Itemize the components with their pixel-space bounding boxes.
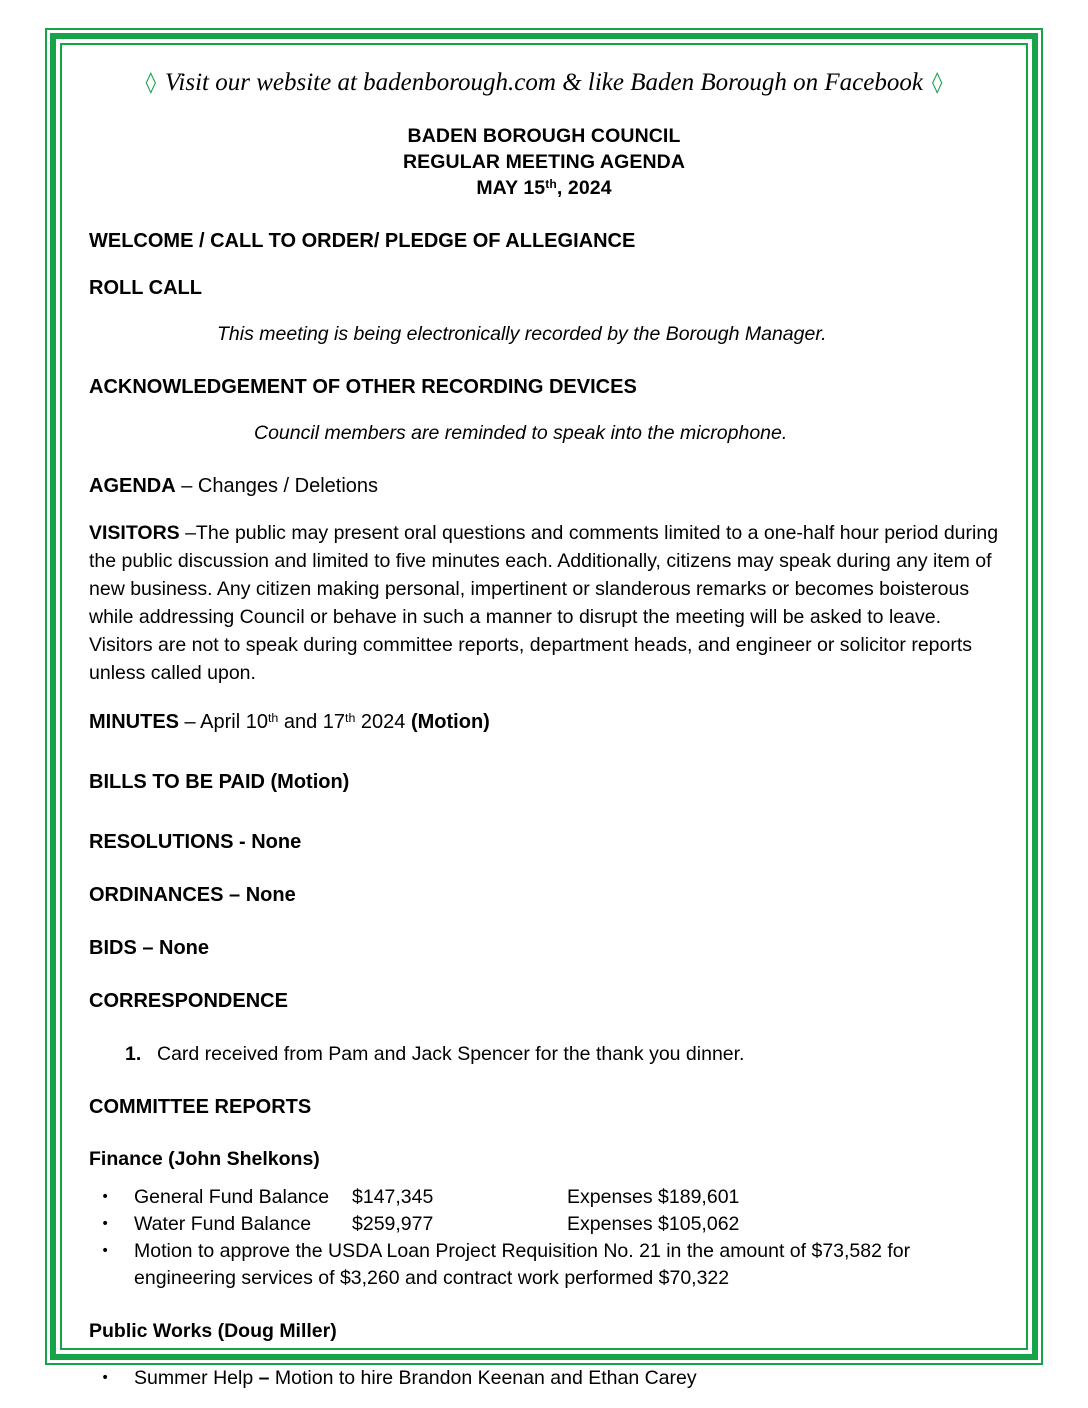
agenda-detail: – Changes / Deletions [175,475,379,498]
section-committee-reports: COMMITTEE REPORTS [89,1096,312,1119]
diamond-ornament-left: ◊ [145,70,156,94]
title-line-council: BADEN BOROUGH COUNCIL [407,125,681,147]
fund-balance: $259,977 [352,1213,434,1236]
section-bids: BIDS – None [89,936,210,959]
section-correspondence: CORRESPONDENCE [89,989,288,1012]
fund-balance: $147,345 [352,1186,434,1209]
minutes-date-part-1: – April 10 [179,710,268,733]
agenda-document [45,28,1043,1390]
section-minutes [89,709,999,735]
public-works-bullet-list [89,1365,999,1392]
bullet-icon: • [101,1243,110,1260]
section-roll-call: ROLL CALL [89,276,202,299]
list-item [125,1041,999,1067]
list-item-text: Card received from Pam and Jack Spencer for the thank you dinner. [157,1042,745,1065]
page-title [89,124,999,202]
summer-help-label: Summer Help [134,1367,259,1390]
list-item [101,1238,999,1292]
agenda-label: AGENDA [89,475,176,498]
minutes-date-part-2: and 17 [278,710,346,733]
minutes-ordinal-2: th [345,710,356,725]
section-ordinances: ORDINANCES – None [89,883,296,906]
section-welcome: WELCOME / CALL TO ORDER/ PLEDGE OF ALLEGIANCE [89,229,636,252]
title-line-date [89,176,999,202]
title-line-agenda: REGULAR MEETING AGENDA [402,150,686,173]
bullet-icon: • [101,1370,110,1387]
section-resolutions: RESOLUTIONS - None [89,830,302,853]
finance-motion-text: Motion to approve the USDA Loan Project Requisition No. 21 in the amount of $73,582 for engineering services of $3,260 and contract work performed $70,322 [134,1240,911,1290]
date-ordinal: th [545,177,557,192]
list-item-number: 1. [125,1042,142,1065]
date-prefix: MAY 15 [476,176,546,199]
summer-help-dash: – [258,1367,270,1390]
minutes-label: MINUTES [89,710,179,733]
section-visitors [89,520,999,687]
list-item [101,1365,999,1392]
visitors-label: VISITORS [89,522,180,545]
finance-bullet-list [89,1184,999,1292]
section-agenda [89,473,999,499]
list-item [101,1211,999,1238]
subsection-public-works: Public Works (Doug Miller) [89,1319,337,1342]
masthead-text: Visit our website at badenborough.com & like Baden Borough on Facebook [165,69,923,96]
bullet-icon: • [101,1189,110,1206]
fund-label: General Fund Balance [134,1186,330,1209]
minutes-date-part-3: 2024 [355,710,411,733]
note-microphone: Council members are reminded to speak into the microphone. [254,422,788,445]
minutes-ordinal-1: th [267,710,279,725]
list-item [101,1184,999,1211]
date-suffix: , 2024 [556,176,612,199]
masthead [89,68,999,98]
minutes-motion-tag: (Motion) [410,710,490,733]
diamond-ornament-right: ◊ [931,70,943,94]
section-acknowledgement: ACKNOWLEDGEMENT OF OTHER RECORDING DEVICES [89,376,637,399]
visitors-text: –The public may present oral questions and comments limited to a one-half hour period during the public discussion and limited to five minutes each. Additionally, citizens may speak during any item of new business. Any citizen making personal, impertinent or slanderous remarks or becomes boisterous while addressing Council or behave in such a manner to disrupt the meeting will be asked to leave. Visitors are not to speak during committee reports, department heads, and engineer or solicitor reports unless called upon. [89,522,999,684]
fund-label: Water Fund Balance [134,1213,312,1236]
summer-help-detail: Motion to hire Brandon Keenan and Ethan Carey [269,1367,697,1390]
fund-expenses: Expenses $105,062 [567,1213,740,1236]
section-bills-to-be-paid: BILLS TO BE PAID (Motion) [89,770,350,793]
note-recording: This meeting is being electronically recorded by the Borough Manager. [217,322,827,345]
subsection-finance: Finance (John Shelkons) [89,1148,320,1171]
bullet-icon: • [101,1216,110,1233]
fund-expenses: Expenses $189,601 [567,1186,740,1209]
